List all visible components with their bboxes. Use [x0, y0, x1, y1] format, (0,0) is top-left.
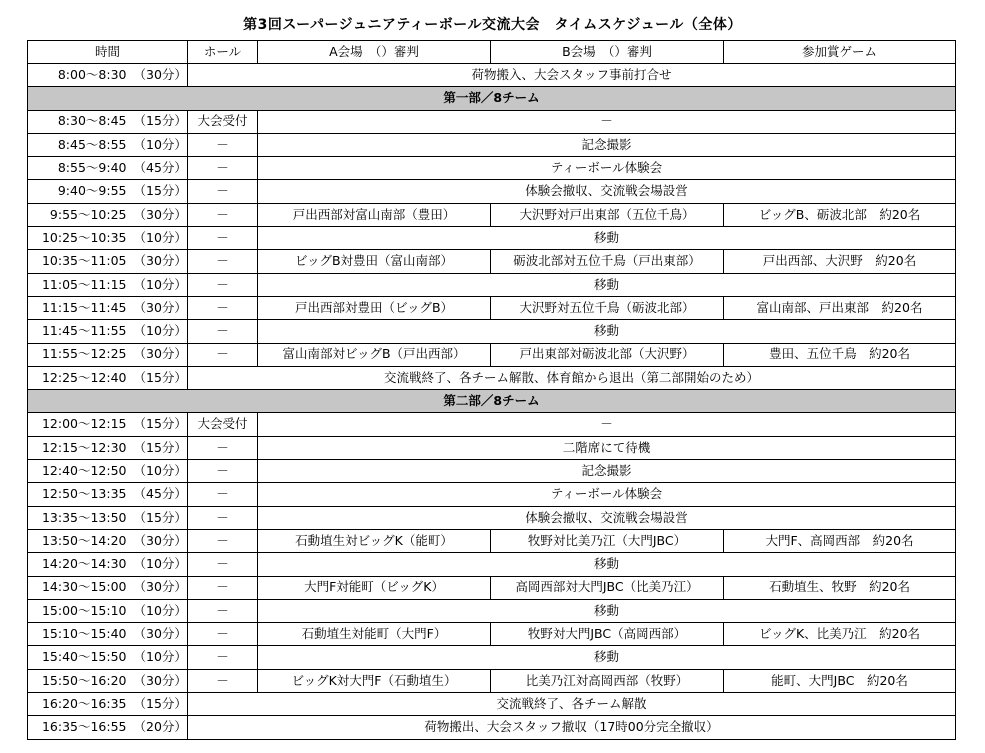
schedule-row: [28, 623, 956, 646]
prize-cell: ビッグB、砺波北部 約20名: [724, 203, 956, 226]
activity-cell: 体験会撤収、交流戦会場設営: [258, 180, 956, 203]
duration-cell: （15分）: [131, 436, 188, 459]
hall-cell: －: [188, 553, 258, 576]
activity-cell: 移動: [258, 227, 956, 250]
schedule-row: [28, 599, 956, 622]
time-cell: 15:00〜15:10: [28, 599, 131, 622]
schedule-body: [28, 41, 956, 740]
time-cell: 15:40〜15:50: [28, 646, 131, 669]
duration-cell: （30分）: [131, 623, 188, 646]
header-hall: ホール: [188, 41, 258, 64]
schedule-row: [28, 296, 956, 319]
prize-cell: 富山南部、戸出東部 約20名: [724, 296, 956, 319]
time-cell: 8:45〜8:55: [28, 133, 131, 156]
activity-cell: 体験会撤収、交流戦会場設営: [258, 506, 956, 529]
duration-cell: （15分）: [131, 110, 188, 133]
page-title: 第3回スーパージュニアティーボール交流大会 タイムスケジュール（全体）: [243, 17, 742, 33]
time-cell: 8:30〜8:45: [28, 110, 131, 133]
venue-b-cell: 比美乃江対高岡西部（牧野）: [491, 669, 724, 692]
duration-cell: （10分）: [131, 320, 188, 343]
hall-cell: －: [188, 157, 258, 180]
activity-cell: 移動: [258, 553, 956, 576]
hall-cell: 大会受付: [188, 413, 258, 436]
venue-b-cell: 大沢野対五位千鳥（砺波北部）: [491, 296, 724, 319]
header-venue-b: B会場 （）審判: [491, 41, 724, 64]
time-cell: 12:50〜13:35: [28, 483, 131, 506]
hall-cell: －: [188, 460, 258, 483]
activity-cell: 移動: [258, 599, 956, 622]
venue-a-cell: ビッグB対豊田（富山南部）: [258, 250, 491, 273]
duration-cell: （10分）: [131, 460, 188, 483]
schedule-row: [28, 133, 956, 156]
hall-cell: －: [188, 296, 258, 319]
activity-cell: 移動: [258, 320, 956, 343]
activity-cell: 荷物搬出、大会スタッフ撤収（17時00分完全撤収）: [188, 716, 956, 739]
hall-cell: －: [188, 320, 258, 343]
hall-cell: －: [188, 133, 258, 156]
time-cell: 12:15〜12:30: [28, 436, 131, 459]
hall-cell: －: [188, 227, 258, 250]
activity-cell: 移動: [258, 273, 956, 296]
duration-cell: （30分）: [131, 296, 188, 319]
activity-cell: －: [258, 413, 956, 436]
time-cell: 15:50〜16:20: [28, 669, 131, 692]
activity-cell: 移動: [258, 646, 956, 669]
time-cell: 12:25〜12:40: [28, 366, 131, 389]
duration-cell: （30分）: [131, 250, 188, 273]
time-cell: 14:30〜15:00: [28, 576, 131, 599]
schedule-row: [28, 646, 956, 669]
time-cell: 11:55〜12:25: [28, 343, 131, 366]
schedule-row: [28, 180, 956, 203]
time-cell: 16:35〜16:55: [28, 716, 131, 739]
schedule-row: [28, 483, 956, 506]
hall-cell: －: [188, 273, 258, 296]
hall-cell: －: [188, 623, 258, 646]
prize-cell: 石動埴生、牧野 約20名: [724, 576, 956, 599]
hall-cell: －: [188, 599, 258, 622]
hall-cell: －: [188, 529, 258, 552]
activity-cell: 交流戦終了、各チーム解散、体育館から退出（第二部開始のため）: [188, 366, 956, 389]
hall-cell: －: [188, 483, 258, 506]
time-cell: 11:05〜11:15: [28, 273, 131, 296]
schedule-row: [28, 460, 956, 483]
hall-cell: －: [188, 646, 258, 669]
duration-cell: （30分）: [131, 669, 188, 692]
schedule-row: [28, 529, 956, 552]
venue-b-cell: 大沢野対戸出東部（五位千鳥）: [491, 203, 724, 226]
hall-cell: －: [188, 180, 258, 203]
hall-cell: －: [188, 669, 258, 692]
activity-cell: ティーボール体験会: [258, 157, 956, 180]
time-cell: 9:40〜9:55: [28, 180, 131, 203]
activity-cell: 記念撮影: [258, 460, 956, 483]
schedule-row: [28, 320, 956, 343]
schedule-row: [28, 157, 956, 180]
section-title: 第一部／8チーム: [28, 87, 956, 110]
duration-cell: （10分）: [131, 553, 188, 576]
activity-cell: 記念撮影: [258, 133, 956, 156]
venue-a-cell: 富山南部対ビッグB（戸出西部）: [258, 343, 491, 366]
hall-cell: －: [188, 203, 258, 226]
header-prize: 参加賞ゲーム: [724, 41, 956, 64]
schedule-row: [28, 506, 956, 529]
prize-cell: 戸出西部、大沢野 約20名: [724, 250, 956, 273]
schedule-table: [27, 40, 956, 740]
duration-cell: （10分）: [131, 599, 188, 622]
duration-cell: （10分）: [131, 227, 188, 250]
section-title: 第二部／8チーム: [28, 390, 956, 413]
schedule-row: [28, 669, 956, 692]
schedule-row: [28, 227, 956, 250]
duration-cell: （15分）: [131, 506, 188, 529]
schedule-row: [28, 366, 956, 389]
venue-a-cell: 戸出西部対富山南部（豊田）: [258, 203, 491, 226]
venue-a-cell: ビッグK対大門F（石動埴生）: [258, 669, 491, 692]
duration-cell: （45分）: [131, 157, 188, 180]
duration-cell: （30分）: [131, 529, 188, 552]
schedule-row: [28, 576, 956, 599]
time-cell: 9:55〜10:25: [28, 203, 131, 226]
header-time: 時間: [28, 41, 188, 64]
prize-cell: 大門F、高岡西部 約20名: [724, 529, 956, 552]
schedule-row: [28, 110, 956, 133]
activity-cell: －: [258, 110, 956, 133]
venue-a-cell: 石動埴生対能町（大門F）: [258, 623, 491, 646]
duration-cell: （10分）: [131, 646, 188, 669]
duration-cell: （15分）: [131, 180, 188, 203]
duration-cell: （10分）: [131, 133, 188, 156]
duration-cell: （30分）: [131, 203, 188, 226]
duration-cell: （10分）: [131, 273, 188, 296]
prize-cell: 能町、大門JBC 約20名: [724, 669, 956, 692]
venue-b-cell: 砺波北部対五位千鳥（戸出東部）: [491, 250, 724, 273]
schedule-row: [28, 436, 956, 459]
venue-b-cell: 戸出東部対砺波北部（大沢野）: [491, 343, 724, 366]
hall-cell: －: [188, 506, 258, 529]
schedule-row: [28, 716, 956, 739]
venue-a-cell: 戸出西部対豊田（ビッグB）: [258, 296, 491, 319]
duration-cell: （30分）: [131, 343, 188, 366]
time-cell: 12:00〜12:15: [28, 413, 131, 436]
time-cell: 11:45〜11:55: [28, 320, 131, 343]
hall-cell: 大会受付: [188, 110, 258, 133]
hall-cell: －: [188, 576, 258, 599]
venue-b-cell: 牧野対大門JBC（高岡西部）: [491, 623, 724, 646]
schedule-row: [28, 250, 956, 273]
duration-cell: （30分）: [131, 576, 188, 599]
header-venue-a: A会場 （）審判: [258, 41, 491, 64]
time-cell: 16:20〜16:35: [28, 693, 131, 716]
venue-a-cell: 石動埴生対ビッグK（能町）: [258, 529, 491, 552]
duration-cell: （45分）: [131, 483, 188, 506]
duration-cell: （15分）: [131, 413, 188, 436]
activity-cell: ティーボール体験会: [258, 483, 956, 506]
time-cell: 8:00〜8:30: [28, 64, 131, 87]
time-cell: 14:20〜14:30: [28, 553, 131, 576]
schedule-row: [28, 343, 956, 366]
time-cell: 15:10〜15:40: [28, 623, 131, 646]
section-row: [28, 390, 956, 413]
schedule-row: [28, 413, 956, 436]
duration-cell: （30分）: [131, 64, 188, 87]
activity-cell: 荷物搬入、大会スタッフ事前打合せ: [188, 64, 956, 87]
duration-cell: （20分）: [131, 716, 188, 739]
venue-b-cell: 高岡西部対大門JBC（比美乃江）: [491, 576, 724, 599]
time-cell: 10:25〜10:35: [28, 227, 131, 250]
prize-cell: 豊田、五位千鳥 約20名: [724, 343, 956, 366]
schedule-row: [28, 273, 956, 296]
section-row: [28, 87, 956, 110]
duration-cell: （15分）: [131, 693, 188, 716]
schedule-row: [28, 553, 956, 576]
prize-cell: ビッグK、比美乃江 約20名: [724, 623, 956, 646]
hall-cell: －: [188, 343, 258, 366]
time-cell: 13:50〜14:20: [28, 529, 131, 552]
venue-a-cell: 大門F対能町（ビッグK）: [258, 576, 491, 599]
hall-cell: －: [188, 250, 258, 273]
time-cell: 12:40〜12:50: [28, 460, 131, 483]
time-cell: 8:55〜9:40: [28, 157, 131, 180]
time-cell: 13:35〜13:50: [28, 506, 131, 529]
schedule-row: [28, 203, 956, 226]
schedule-row: [28, 64, 956, 87]
venue-b-cell: 牧野対比美乃江（大門JBC）: [491, 529, 724, 552]
activity-cell: 二階席にて待機: [258, 436, 956, 459]
schedule-row: [28, 693, 956, 716]
hall-cell: －: [188, 436, 258, 459]
header-row: [28, 41, 956, 64]
duration-cell: （15分）: [131, 366, 188, 389]
activity-cell: 交流戦終了、各チーム解散: [188, 693, 956, 716]
time-cell: 11:15〜11:45: [28, 296, 131, 319]
time-cell: 10:35〜11:05: [28, 250, 131, 273]
